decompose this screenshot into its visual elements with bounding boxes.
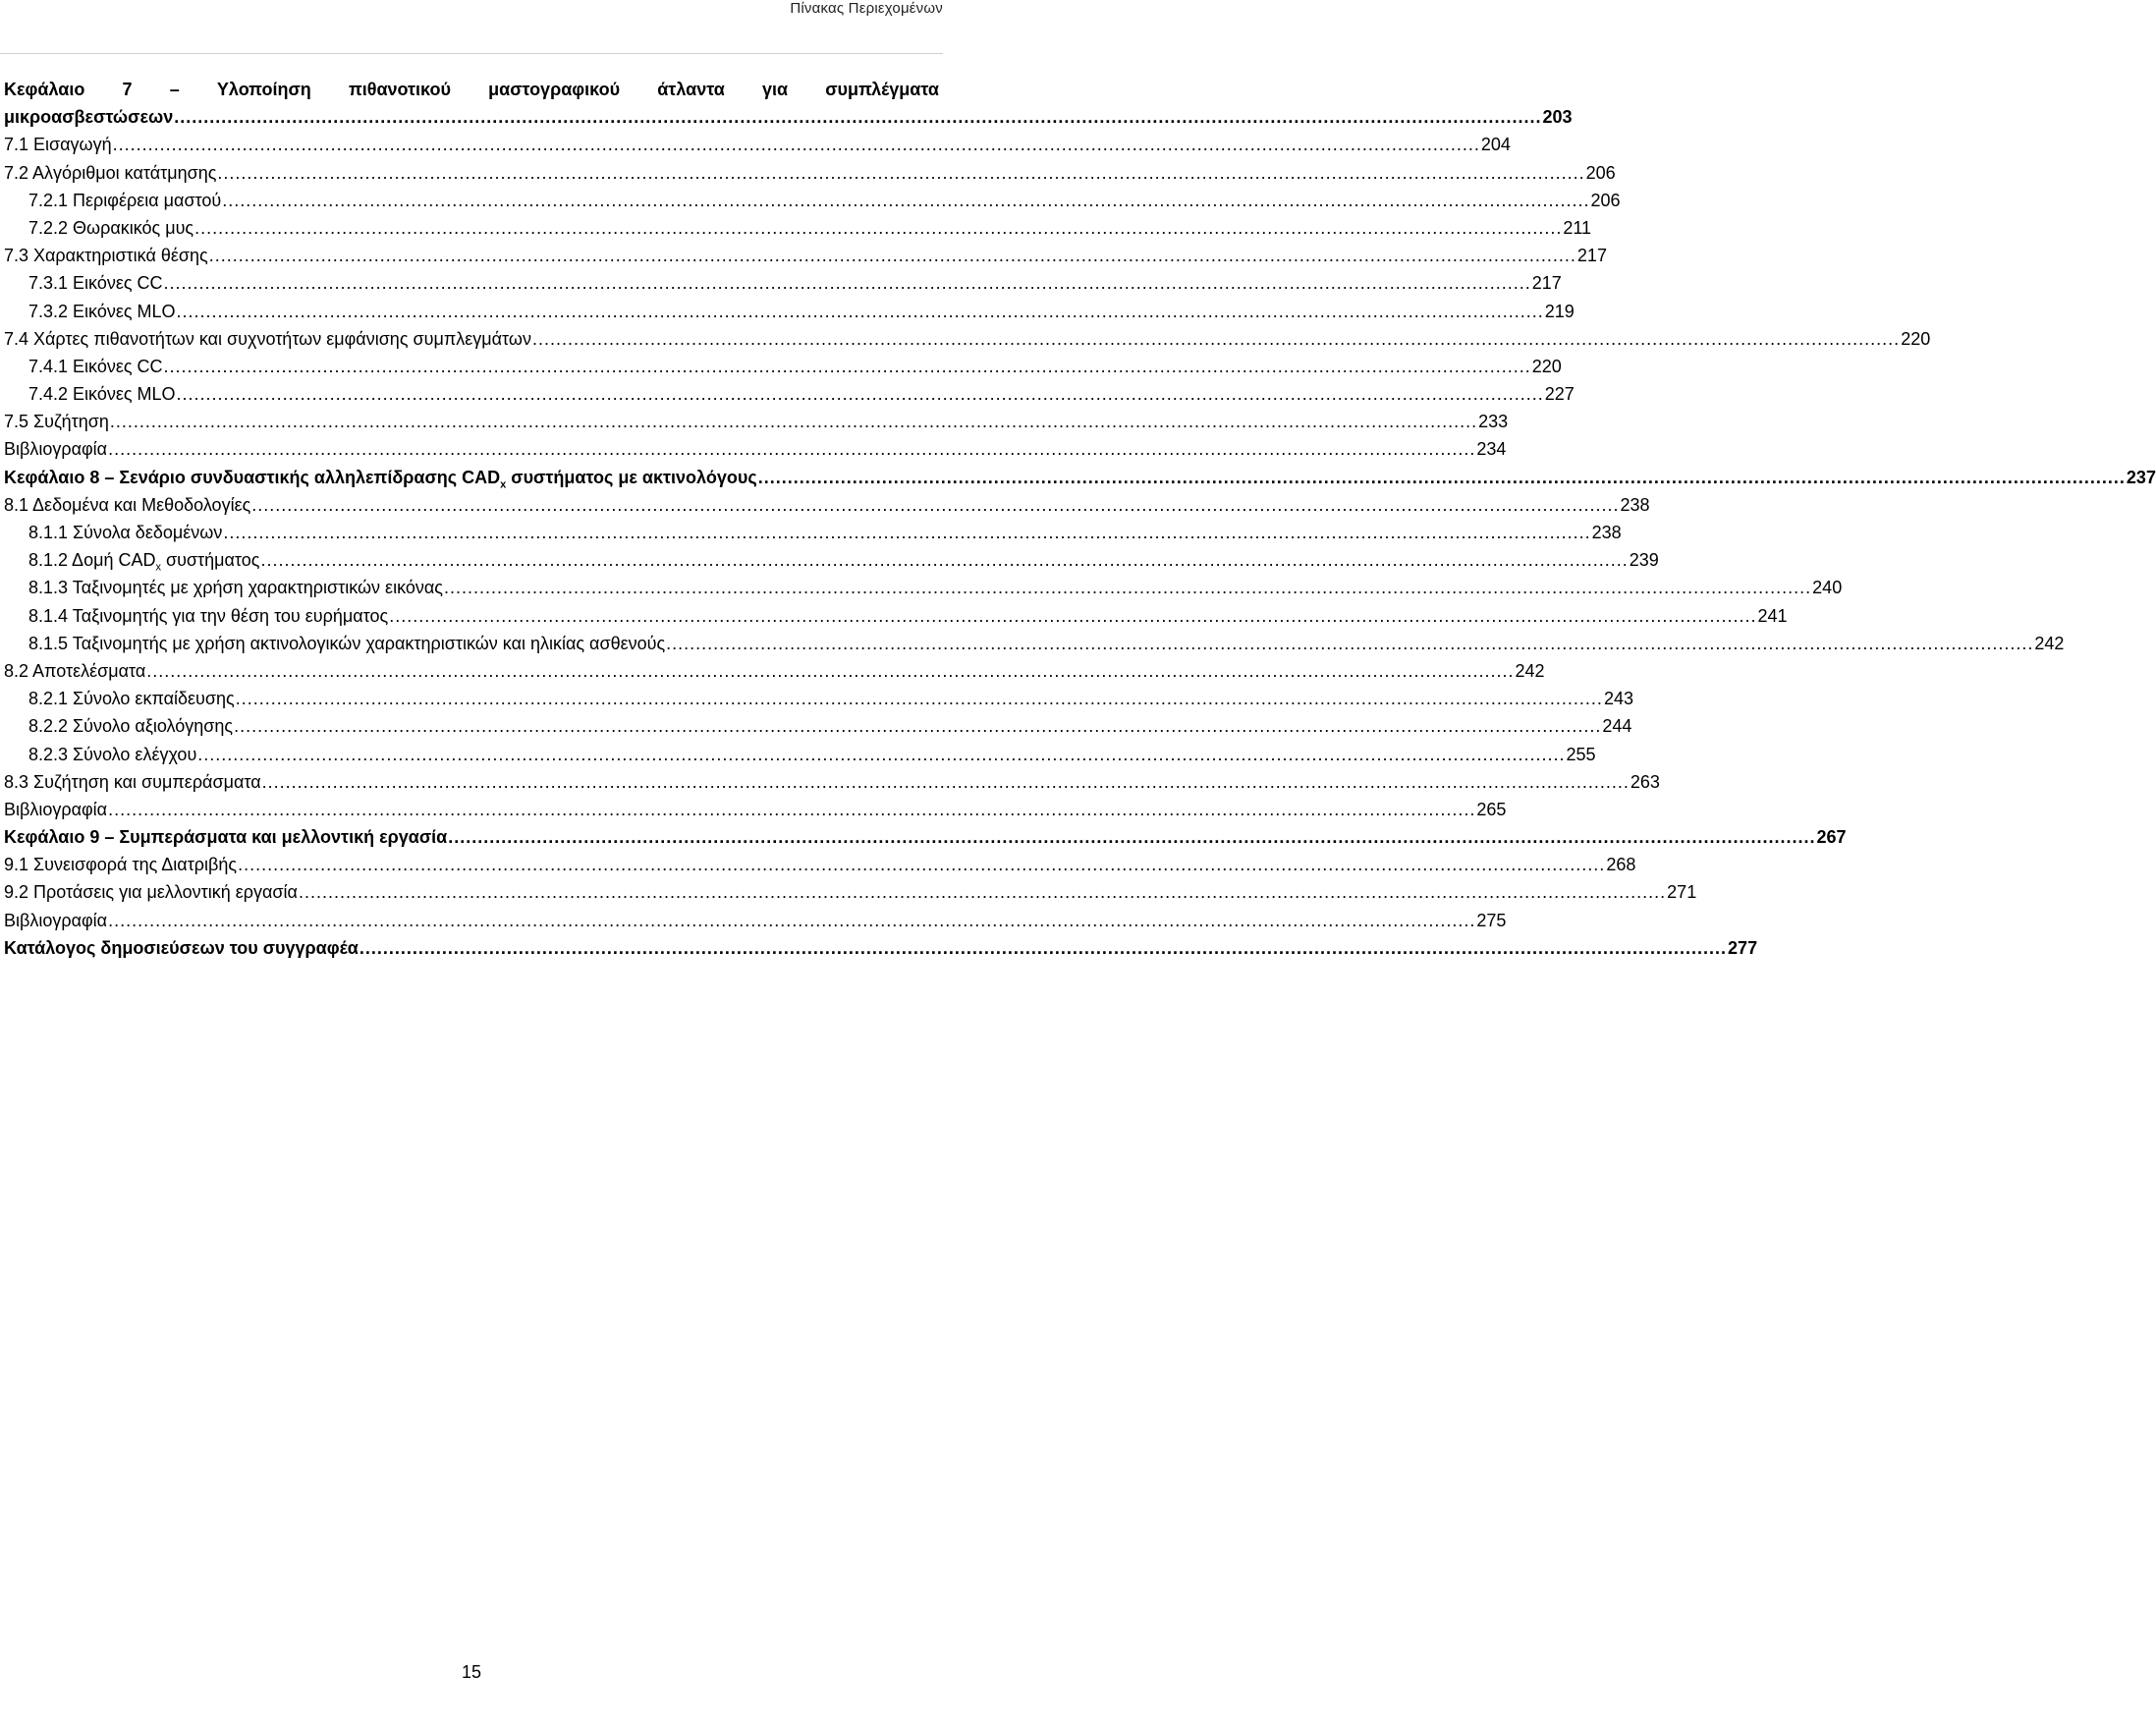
toc-entry-list [4,131,2156,962]
toc-entry-text: 8.1.3 Ταξινομητές με χρήση χαρακτηριστικών εικόνας [28,578,443,598]
toc-entry-text: 9.2 Προτάσεις για μελλοντική εργασία [4,882,298,903]
toc-entry-text: 7.2.1 Περιφέρεια μαστού [28,190,222,210]
toc-entry[interactable] [4,768,1660,796]
toc-entry[interactable] [4,907,1507,934]
toc-entry-text-part: συστήματος [160,550,260,571]
toc-page-number: 241 [1757,605,1788,626]
toc-entry-text: 7.4 Χάρτες πιθανοτήτων και συχνοτήτων εμφάνισης συμπλεγμάτων [4,328,531,349]
dot-leader [108,796,1475,823]
toc-entry-text: 7.4.1 Εικόνες CC [28,356,163,376]
dot-leader [174,103,1541,131]
toc-entry[interactable] [4,546,1659,574]
toc-entry-text: 7.3.2 Εικόνες MLO [28,301,176,321]
toc-entry[interactable] [4,159,1616,187]
dot-leader [532,325,1900,353]
toc-page-number: 233 [1478,412,1509,432]
toc-page-number: 275 [1476,910,1507,930]
toc-page-number: 240 [1812,578,1843,598]
toc-entry[interactable] [4,712,1632,740]
subscript: x [155,561,161,574]
toc-page-number: 243 [1603,689,1633,709]
dot-leader [222,187,1589,214]
toc-page-number: 265 [1476,799,1507,819]
toc-page-number: 268 [1606,855,1636,875]
dot-leader [234,712,1601,740]
toc-entry[interactable] [4,934,1758,962]
toc-entry[interactable] [4,630,2065,657]
table-of-contents [4,76,2156,962]
toc-entry-text: 7.3 Χαρακτηριστικά θέσης [4,246,208,266]
toc-entry-text: μικροασβεστώσεων [4,107,174,128]
toc-entry[interactable] [4,353,1562,380]
toc-entry[interactable] [4,408,1509,435]
dot-leader [108,907,1475,934]
toc-page-number: 271 [1667,882,1697,903]
toc-entry-chapter7-line2[interactable] [4,103,1573,131]
toc-page-number: 219 [1544,301,1575,321]
toc-entry[interactable] [4,242,1607,269]
toc-entry-text: 8.1.1 Σύνολα δεδομένων [28,523,223,542]
dot-leader [238,851,1605,878]
dot-leader [209,242,1576,269]
dot-leader [666,630,2033,657]
toc-entry-text: 7.4.2 Εικόνες MLO [28,384,176,405]
page-number: 15 [461,1662,482,1682]
dot-leader [108,435,1475,463]
dot-leader [359,934,1727,962]
toc-entry-text: 7.5 Συζήτηση [4,412,109,432]
header-divider [0,53,943,54]
dot-leader [444,574,1811,601]
toc-entry[interactable] [4,796,1507,823]
toc-page-number: 242 [1515,660,1545,681]
dot-leader [177,380,1544,408]
toc-page-number: 227 [1544,384,1575,405]
toc-entry[interactable] [4,602,1788,630]
dot-leader [448,823,1815,851]
toc-entry-text: 7.2 Αλγόριθμοι κατάτμησης [4,162,217,183]
toc-page-number: 239 [1629,550,1659,571]
toc-entry[interactable] [4,435,1507,463]
toc-entry-text-part: 8.1.2 Δομή CAD [28,550,156,571]
toc-page-number: 217 [1531,273,1562,294]
toc-entry-text: 7.3.1 Εικόνες CC [28,273,163,294]
toc-entry[interactable] [4,823,1847,851]
toc-entry-text: Βιβλιογραφία [4,439,108,460]
toc-entry-text: 7.1 Εισαγωγή [4,135,112,155]
toc-entry[interactable] [4,298,1575,325]
dot-leader [251,491,1619,519]
toc-page-number: 238 [1620,494,1650,515]
dot-leader [113,131,1480,158]
toc-page-number: 204 [1480,135,1511,155]
dot-leader [260,546,1628,574]
toc-page-number: 263 [1630,771,1660,792]
toc-entry[interactable] [4,464,2156,491]
dot-leader [236,685,1603,712]
toc-entry[interactable] [4,325,1931,353]
toc-entry-chapter7-line1[interactable]: Κεφάλαιο 7 – Υλοποίηση πιθανοτικού μαστογραφικού άτλαντα για συμπλέγματα [4,80,939,99]
toc-page-number: 267 [1816,827,1847,848]
dot-leader [217,159,1584,187]
dot-leader [110,408,1477,435]
toc-page-number: 206 [1590,190,1621,210]
dot-leader [389,602,1756,630]
toc-page-number: 220 [1901,328,1931,349]
toc-entry-text-part: συστήματος με ακτινολόγους [506,467,757,487]
toc-entry-text: 8.3 Συζήτηση και συμπεράσματα [4,771,261,792]
toc-entry[interactable] [4,685,1633,712]
dot-leader [299,878,1666,906]
toc-entry-text: Βιβλιογραφία [4,799,108,819]
toc-entry-text: 7.2.2 Θωρακικός μυς [28,217,194,238]
toc-page-number: 203 [1542,107,1573,128]
toc-entry-text: Βιβλιογραφία [4,910,108,930]
toc-entry-text: 8.2.1 Σύνολο εκπαίδευσης [28,689,235,709]
dot-leader [194,214,1562,242]
toc-entry[interactable] [4,380,1575,408]
toc-entry-text-part: Κεφάλαιο 8 – Σενάριο συνδυαστικής αλληλεπίδρασης CAD [4,467,501,487]
toc-entry[interactable] [4,187,1621,214]
dot-leader [197,741,1565,768]
toc-page-number: 237 [2126,467,2156,487]
toc-entry[interactable] [4,741,1596,768]
toc-entry[interactable] [4,131,1511,158]
subscript: x [500,478,507,491]
toc-entry-text: 8.1.5 Ταξινομητής με χρήση ακτινολογικών χαρακτηριστικών και ηλικίας ασθενούς [28,633,666,653]
dot-leader [223,519,1590,546]
toc-entry-text: 8.2.2 Σύνολο αξιολόγησης [28,716,234,737]
toc-entry[interactable] [4,491,1650,519]
toc-entry[interactable] [4,269,1562,297]
dot-leader [262,768,1630,796]
toc-page-number: 238 [1591,523,1622,542]
toc-entry-text: 8.2.3 Σύνολο ελέγχου [28,744,197,764]
toc-page-number: 244 [1602,716,1632,737]
dot-leader [177,298,1544,325]
toc-entry-text: 9.1 Συνεισφορά της Διατριβής [4,855,238,875]
running-header: Πίνακας Περιεχομένων [790,0,943,17]
toc-page-number: 206 [1585,162,1616,183]
toc-entry-text: 8.1.4 Ταξινομητής για την θέση του ευρήματος [28,605,389,626]
toc-page-number: 277 [1728,937,1758,958]
toc-entry[interactable] [4,878,1697,906]
toc-page-number: 242 [2034,633,2065,653]
toc-entry[interactable] [4,574,1843,601]
toc-entry-text: Κατάλογος δημοσιεύσεων του συγγραφέα [4,937,359,958]
toc-entry-text: 8.1 Δεδομένα και Μεθοδολογίες [4,494,251,515]
toc-page-number: 255 [1566,744,1596,764]
dot-leader [164,353,1531,380]
toc-entry[interactable] [4,851,1636,878]
toc-entry[interactable] [4,214,1592,242]
toc-entry[interactable] [4,657,1545,685]
dot-leader [146,657,1514,685]
toc-entry[interactable] [4,519,1622,546]
toc-page-number: 220 [1531,356,1562,376]
toc-entry-text: 8.2 Αποτελέσματα [4,660,146,681]
toc-page-number: 211 [1563,217,1592,238]
dot-leader [164,269,1531,297]
toc-entry-text: Κεφάλαιο 9 – Συμπεράσματα και μελλοντική εργασία [4,827,448,848]
toc-page-number: 234 [1476,439,1507,460]
toc-page-number: 217 [1576,246,1607,266]
dot-leader [758,464,2126,491]
